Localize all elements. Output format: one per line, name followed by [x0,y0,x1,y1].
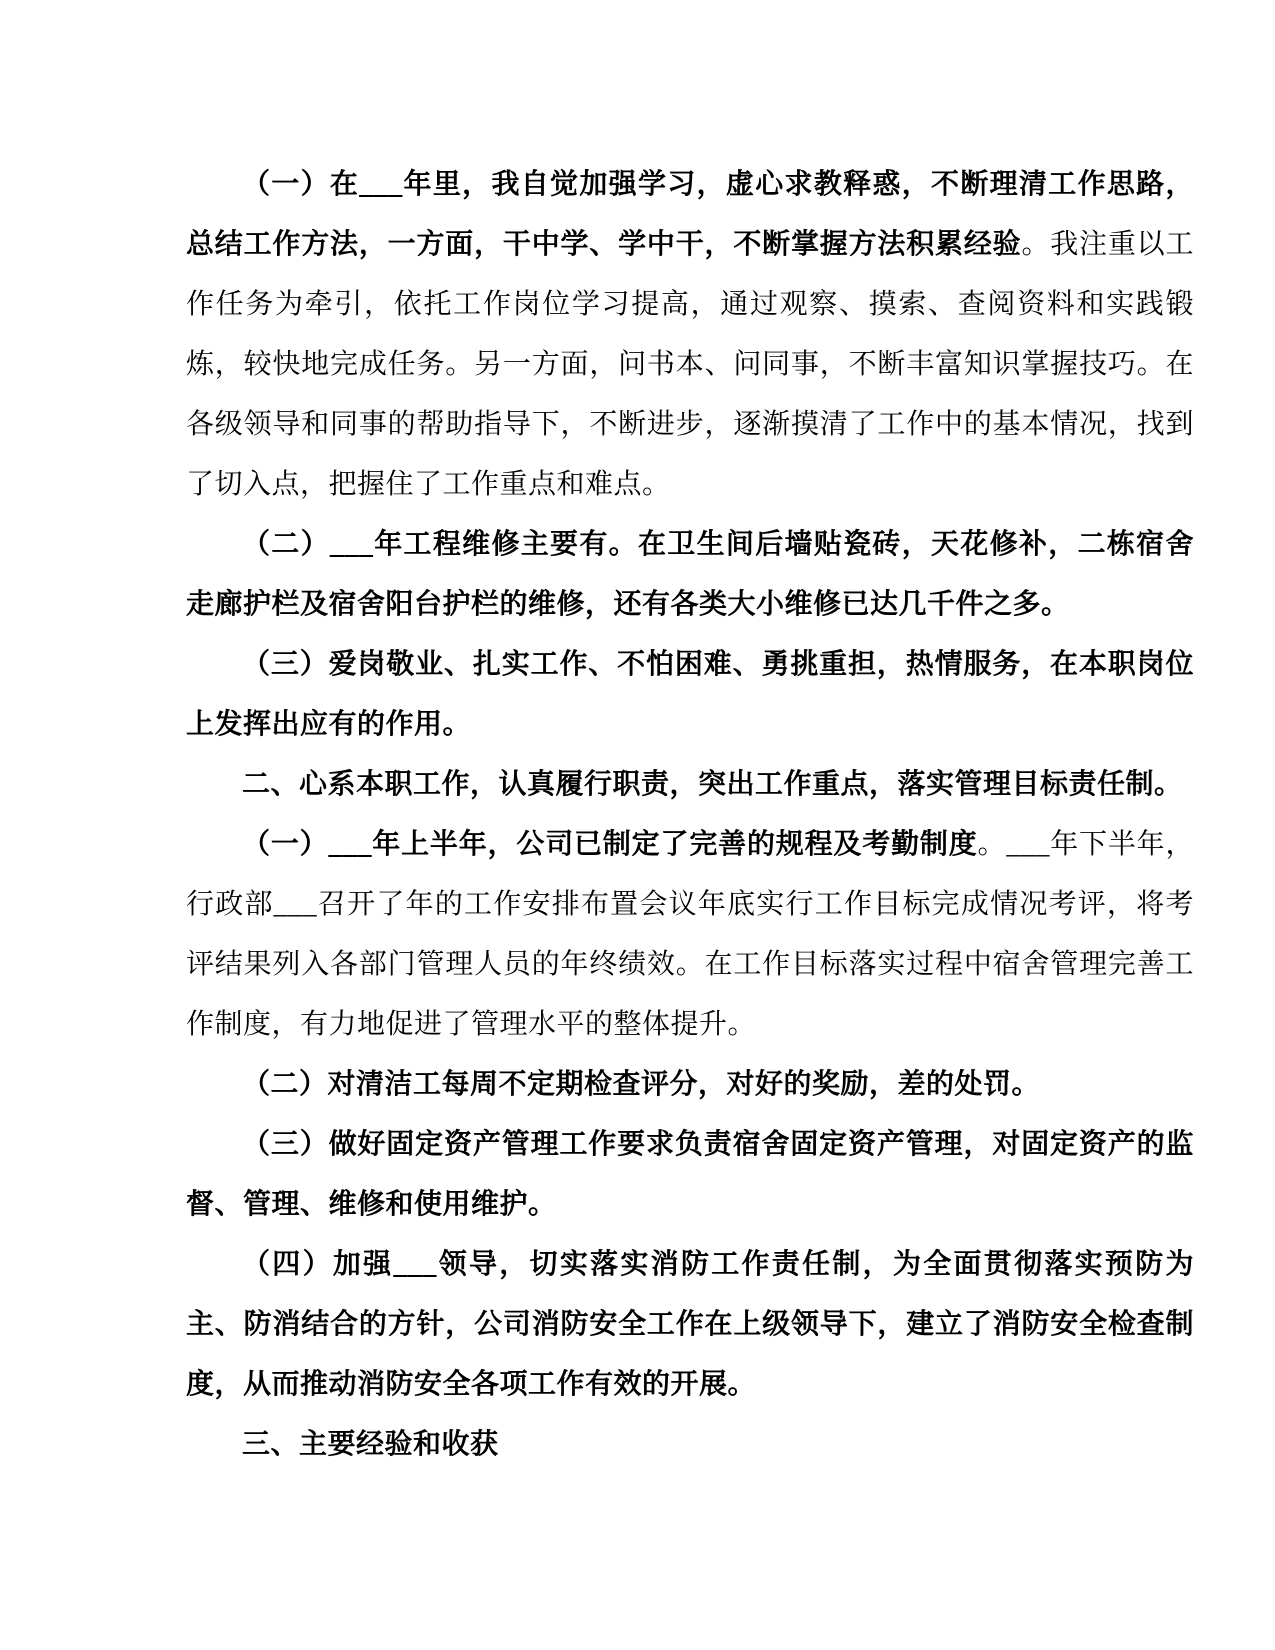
paragraph [186,1055,1194,1115]
paragraph [186,1415,1194,1475]
paragraph [186,515,1194,635]
paragraph-text: 。___年下半年，行政部___召开了年的工作安排布置会议年底实行工作目标完成情况考评，将考评结果列入各部门管理人员的年终绩效。在工作目标落实过程中宿舍管理完善工作制度，有力地促进了管理水平的整体提升。 [186,829,1194,1040]
paragraph-text-bold: （一）___年上半年，公司已制定了完善的规程及考勤制度 [242,829,978,860]
paragraph-text: 。我注重以工作任务为牵引，依托工作岗位学习提高，通过观察、摸索、查阅资料和实践锻炼，较快地完成任务。另一方面，问书本、问同事，不断丰富知识掌握技巧。在各级领导和同事的帮助指导下，不断进步，逐渐摸清了工作中的基本情况，找到了切入点，把握住了工作重点和难点。 [186,229,1194,500]
paragraph [186,1115,1194,1235]
paragraph-text-bold: （二）对清洁工每周不定期检查评分，对好的奖励，差的处罚。 [242,1069,1041,1100]
paragraph-text-bold: （一）在___年里，我自觉加强学习，虚心求教释惑，不断理清工作思路，总结工作方法，一方面，干中学、学中干，不断掌握方法积累经验 [186,169,1194,260]
paragraph-text-bold: （三）做好固定资产管理工作要求负责宿舍固定资产管理，对固定资产的监督、管理、维修和使用维护。 [186,1129,1194,1220]
paragraph [186,635,1194,755]
paragraph [186,1235,1194,1415]
paragraph-text-bold: 二、心系本职工作，认真履行职责，突出工作重点，落实管理目标责任制。 [242,769,1183,800]
paragraph-text-bold: 三、主要经验和收获 [242,1429,499,1460]
paragraph-text-bold: （四）加强___领导，切实落实消防工作责任制，为全面贯彻落实预防为主、防消结合的方针，公司消防安全工作在上级领导下，建立了消防安全检查制度，从而推动消防安全各项工作有效的开展。 [186,1249,1194,1400]
paragraph-text-bold: （二）___年工程维修主要有。在卫生间后墙贴瓷砖，天花修补，二栋宿舍走廊护栏及宿舍阳台护栏的维修，还有各类大小维修已达几千件之多。 [186,529,1194,620]
paragraph [186,815,1194,1055]
paragraph [186,755,1194,815]
paragraph-text-bold: （三）爱岗敬业、扎实工作、不怕困难、勇挑重担，热情服务，在本职岗位上发挥出应有的作用。 [186,649,1194,740]
document-body [186,155,1194,1475]
paragraph [186,155,1194,515]
